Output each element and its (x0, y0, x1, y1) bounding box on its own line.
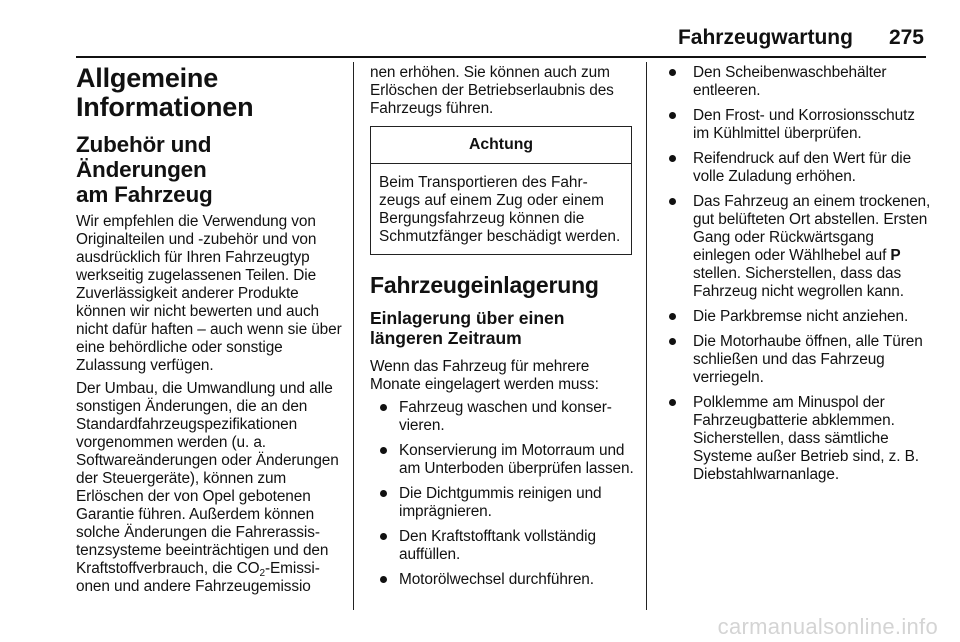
bullet-dot (669, 112, 676, 119)
bullet-dot (669, 313, 676, 320)
bullet-dot (380, 490, 387, 497)
column-right (665, 64, 935, 491)
list-item-text: stellen. Sicherstellen, dass das Fahrzeug nicht wegrollen kann. (693, 265, 904, 300)
storage-intro: Wenn das Fahrzeug für mehrere Monate eingelagert werden muss: (370, 358, 599, 393)
list-item-text: Fahrzeug waschen und konservieren. (399, 399, 612, 434)
bullet-dot (669, 338, 676, 345)
running-header (678, 26, 924, 50)
storage-checklist-continued (665, 64, 935, 484)
list-item-text: Den Scheibenwaschbehälter entleeren. (693, 64, 887, 99)
list-item (665, 333, 935, 387)
column-divider (353, 62, 354, 610)
list-item (370, 485, 634, 521)
list-item-text: Reifendruck auf den Wert für die volle Zuladung erhöhen. (693, 150, 912, 185)
warning-title: Achtung (371, 127, 631, 164)
paragraph-modifications (76, 380, 346, 596)
header-rule (76, 56, 926, 58)
warning-box (370, 126, 632, 255)
paragraph-accessories: Wir empfehlen die Verwendung von Originalteilen und -zubehör und von ausdrücklich für Ihren Fahrzeugtyp werkseitig zugelassenen Teilen. Die Zuverlässigkeit anderer Produkte können wir nicht bewerten und auch nicht dafür haften – auch wenn sie über eine behördliche oder sonstige Zulassung verfügen. (76, 213, 342, 374)
section-title-storage: Fahrzeugeinlagerung (370, 272, 599, 298)
list-item (665, 150, 935, 186)
column-left (76, 64, 346, 596)
list-item-text: Die Motorhaube öffnen, alle Türen schließen und das Fahrzeug verriegeln. (693, 333, 923, 386)
running-title: Fahrzeugwartung (677, 26, 853, 49)
bullet-dot (669, 69, 676, 76)
list-item (665, 64, 935, 100)
warning-text: Beim Transportieren des Fahrzeugs auf einem Zug oder einem Bergungsfahrzeug können die Schmutzfänger beschädigt werden. (379, 174, 621, 245)
subsection-title-line: Zubehör und Änderungen (76, 132, 212, 182)
bullet-dot (380, 533, 387, 540)
column-divider (646, 62, 647, 610)
subsection-title-storage: Einlagerung über einen längeren Zeitraum (370, 308, 565, 348)
column-middle (370, 64, 634, 596)
paragraph-continuation: nen erhöhen. Sie können auch zum Erlöschen der Betriebserlaubnis des Fahrzeugs führen. (370, 64, 614, 117)
subsection-title (76, 132, 346, 207)
list-item-text: Die Parkbremse nicht anziehen. (693, 308, 909, 325)
list-item (370, 442, 634, 478)
bullet-dot (669, 198, 676, 205)
watermark: carmanualsonline.info (717, 614, 938, 639)
page-number: 275 (888, 26, 924, 49)
list-item (665, 193, 935, 301)
list-item (665, 394, 935, 484)
section-title-line: Allgemeine (76, 63, 219, 93)
list-item-text: Konservierung im Motorraum und am Unterboden überprüfen lassen. (399, 442, 634, 477)
paragraph-text: Der Umbau, die Umwandlung und alle sonstigen Änderungen, die an den Standardfahrzeugspezifikationen vorgenommen werden (u. a. Softwareänderungen oder Änderungen der Steuergeräte), können zum Erlöschen der von Opel gebotenen Garantie führen. Außerdem können solche Änderungen die Fahrerassistenzsysteme beeinträchtigen und den Kraftstoffverbrauch, die CO (76, 380, 339, 577)
list-item-text: Motorölwechsel durchführen. (399, 571, 594, 588)
list-item (370, 528, 634, 564)
subsection-title-line: am Fahrzeug (76, 182, 213, 207)
storage-checklist (370, 399, 634, 589)
bullet-dot (669, 399, 676, 406)
list-item-text: Die Dichtgummis reinigen und imprägnieren. (399, 485, 602, 520)
list-item (370, 399, 634, 435)
list-item (665, 308, 935, 326)
list-item (370, 571, 634, 589)
bullet-dot (669, 155, 676, 162)
bullet-dot (380, 404, 387, 411)
list-item-text: Polklemme am Minuspol der Fahrzeugbatterie abklemmen. Sicherstellen, dass sämtliche Systeme außer Betrieb sind, z. B. Diebstahlwarnanlage. (693, 394, 919, 483)
paragraph-text: -Emissionen und andere Fahrzeugemissio (76, 560, 320, 595)
subscript: 2 (259, 568, 265, 579)
list-item (665, 107, 935, 143)
section-title (76, 64, 346, 122)
section-title-line: Informationen (76, 92, 254, 122)
list-item-text: Das Fahrzeug an einem trockenen, gut belüfteten Ort abstellen. Ersten Gang oder Rückwärtsgang einlegen oder Wählhebel auf (693, 193, 931, 264)
bullet-dot (380, 576, 387, 583)
bullet-dot (380, 447, 387, 454)
gear-position-key: P (890, 247, 901, 264)
list-item-text: Den Kraftstofftank vollständig auffüllen. (399, 528, 596, 563)
list-item-text: Den Frost- und Korrosionsschutz im Kühlmittel überprüfen. (693, 107, 915, 142)
